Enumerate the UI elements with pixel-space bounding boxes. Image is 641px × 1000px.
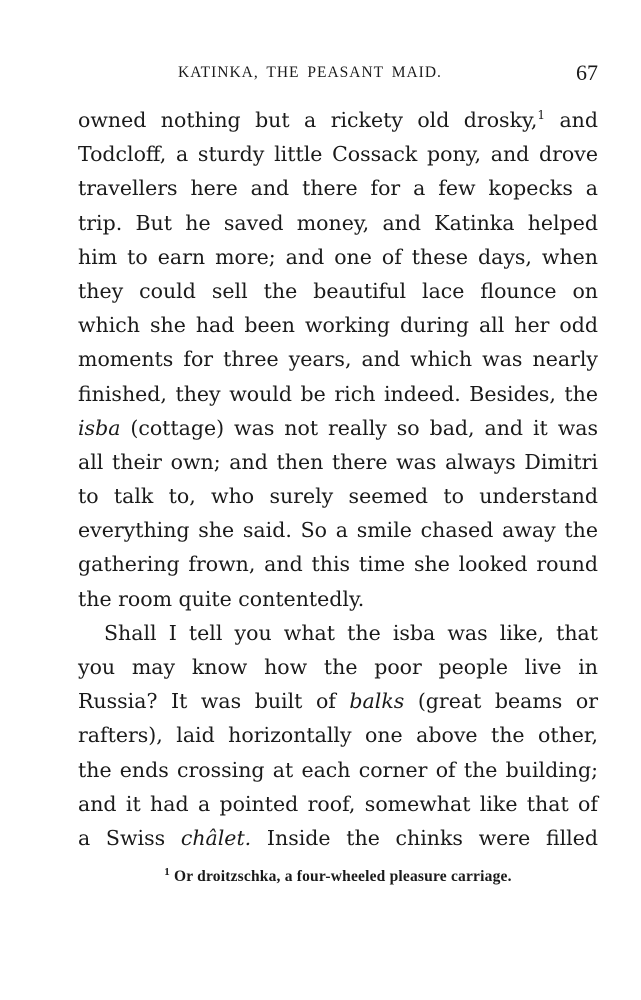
text-line — [78, 821, 598, 855]
footnote — [78, 868, 598, 886]
text-line: everything she said. So a smile chased away the — [78, 518, 598, 543]
footnote-mark: 1 — [164, 866, 170, 878]
text-line: the ends crossing at each corner of the building; — [78, 757, 598, 782]
text-segment: a Swiss — [78, 825, 181, 850]
text-segment: Inside the chinks were filled — [251, 825, 598, 850]
text-line: they could sell the beautiful lace flounce on — [78, 278, 598, 303]
text-line — [78, 411, 598, 445]
text-segment: and — [545, 108, 598, 132]
italic-term: châlet. — [180, 825, 252, 850]
running-title: KATINKA, THE PEASANT MAID. — [178, 64, 442, 81]
text-line — [78, 684, 598, 718]
text-line — [78, 103, 598, 137]
text-segment: owned nothing but a rickety old drosky, — [78, 108, 538, 132]
text-line: rafters), laid horizontally one above the other, — [78, 723, 598, 748]
text-line: and it had a pointed roof, somewhat like that of — [78, 791, 598, 816]
text-line: all their own; and then there was always Dimitri — [78, 449, 598, 474]
text-line: him to earn more; and one of these days, when — [78, 244, 598, 269]
footnote-reference: 1 — [537, 108, 546, 122]
text-line: which she had been working during all her odd — [78, 313, 598, 338]
text-line: moments for three years, and which was nearly — [78, 347, 598, 372]
text-line: Todcloff, a sturdy little Cossack pony, and drove — [78, 142, 598, 167]
page-number: 67 — [576, 60, 598, 85]
italic-term: balks — [349, 689, 405, 714]
text-line: travellers here and there for a few kopecks a — [78, 176, 598, 201]
paragraph-2 — [78, 616, 598, 855]
text-line: to talk to, who surely seemed to understand — [78, 484, 598, 509]
text-line: the room quite contentedly. — [78, 586, 365, 611]
text-line: Shall I tell you what the isba was like, that — [104, 620, 598, 645]
text-line: finished, they would be rich indeed. Besides, the — [78, 381, 598, 406]
text-line: trip. But he saved money, and Katinka helped — [78, 210, 598, 235]
text-line: you may know how the poor people live in — [78, 655, 598, 679]
text-line: gathering frown, and this time she looked round — [78, 552, 598, 577]
body-text — [78, 103, 598, 855]
text-segment: Russia? It was built of — [78, 689, 350, 714]
text-segment: (cottage) was not really so bad, and it was — [120, 415, 598, 440]
footnote-text: Or droitzschka, a four-wheeled pleasure carriage. — [174, 868, 512, 885]
paragraph-1 — [78, 103, 598, 616]
text-segment: (great beams or — [404, 689, 598, 714]
italic-term: isba — [78, 415, 121, 440]
page-header — [78, 62, 598, 86]
